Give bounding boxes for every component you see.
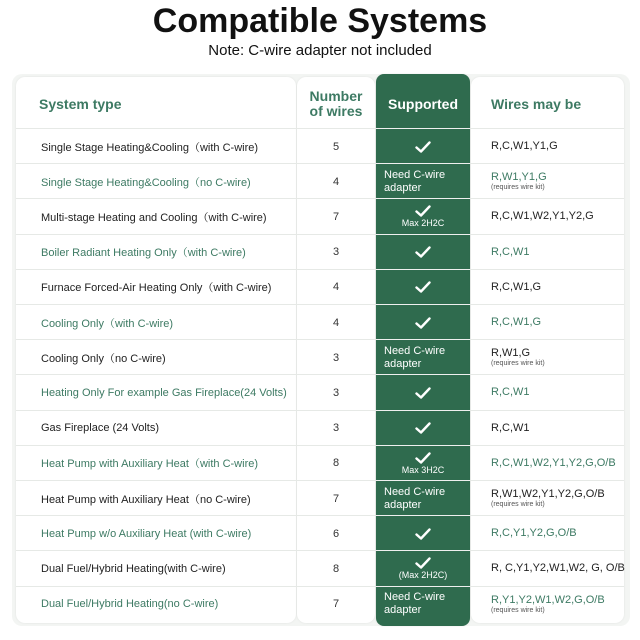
- wire-count-cell: 7: [332, 598, 340, 611]
- supported-cell: [376, 446, 470, 481]
- check-icon: [415, 317, 431, 329]
- check-icon: [415, 246, 431, 258]
- supported-cell: [376, 516, 470, 551]
- wire-list: R,C,W1,G: [491, 316, 542, 329]
- check-icon: [415, 422, 431, 434]
- wire-list: R,C,W1,Y1,G: [491, 140, 558, 153]
- wire-list: R,Y1,Y2,W1,W2,G,O/B: [491, 593, 605, 606]
- wire-count-cell: 3: [332, 351, 340, 364]
- check-icon: [415, 452, 431, 464]
- table-row: [16, 305, 624, 340]
- wire-count-cell: 3: [332, 386, 340, 399]
- page-subtitle: Note: C-wire adapter not included: [208, 42, 432, 59]
- system-type-cell: Cooling Only（with C-wire): [41, 317, 174, 330]
- system-type-cell: Dual Fuel/Hybrid Heating(with C-wire): [41, 562, 226, 575]
- wire-count-cell: 8: [332, 457, 340, 470]
- wire-count-cell: 3: [332, 422, 340, 435]
- supported-cell: [376, 164, 470, 199]
- check-icon: [415, 557, 431, 569]
- page-title: Compatible Systems: [152, 2, 488, 40]
- wire-kit-note: (requires wire kit): [491, 606, 545, 614]
- header-number-of-wires: [297, 80, 375, 128]
- wire-list: R,W1,W2,Y1,Y2,G,O/B: [491, 488, 605, 501]
- wire-kit-note: (requires wire kit): [491, 501, 545, 509]
- supported-cell: [376, 411, 470, 446]
- header-wires-may-be: Wires may be: [491, 96, 582, 112]
- wires-may-be-cell: [491, 446, 640, 481]
- system-type-cell: Single Stage Heating&Cooling（no C-wire): [41, 176, 251, 189]
- table-row: [16, 587, 624, 622]
- wires-may-be-cell: [491, 305, 640, 340]
- wires-may-be-cell: [491, 411, 640, 446]
- wire-list: R,C,W1,G: [491, 280, 542, 293]
- system-type-cell: Boiler Radiant Heating Only（with C-wire): [41, 247, 246, 260]
- header-number-line1: Number: [309, 88, 363, 104]
- wire-count-cell: 5: [332, 140, 340, 153]
- wires-may-be-cell: [491, 199, 640, 234]
- wire-list: R,C,W1: [491, 245, 530, 258]
- wire-list: R,C,W1,W2,Y1,Y2,G: [491, 210, 594, 223]
- supported-cell: [376, 340, 470, 375]
- wire-list: R,C,W1: [491, 421, 530, 434]
- system-type-cell: Heat Pump with Auxiliary Heat（with C-wire): [41, 458, 259, 471]
- system-type-cell: Multi-stage Heating and Cooling（with C-wire): [41, 211, 267, 224]
- table-row: [16, 375, 624, 410]
- wire-count-cell: 6: [332, 527, 340, 540]
- check-icon: [415, 387, 431, 399]
- supported-cell: [376, 235, 470, 270]
- supported-cell: [376, 481, 470, 516]
- system-type-cell: Cooling Only（no C-wire): [41, 352, 166, 365]
- wire-kit-note: (requires wire kit): [491, 360, 545, 368]
- wire-count-cell: 4: [332, 316, 340, 329]
- wire-count-cell: 4: [332, 281, 340, 294]
- table-row: [16, 270, 624, 305]
- supported-note: Max 3H2C: [401, 464, 445, 475]
- supported-cell: [376, 305, 470, 340]
- table-row: [16, 551, 624, 586]
- check-icon: [415, 141, 431, 153]
- wires-may-be-cell: [491, 375, 640, 410]
- table-row: [16, 199, 624, 234]
- header-supported: Supported: [388, 96, 458, 112]
- table-row: [16, 235, 624, 270]
- wires-may-be-cell: [491, 587, 640, 622]
- wire-count-cell: 8: [332, 562, 340, 575]
- wire-list: R,C,W1,W2,Y1,Y2,G,O/B: [491, 456, 616, 469]
- wire-list: R,C,W1: [491, 386, 530, 399]
- check-icon: [415, 528, 431, 540]
- supported-cell: [376, 129, 470, 164]
- supported-cell: [376, 270, 470, 305]
- supported-note: (Max 2H2C): [398, 570, 448, 581]
- system-type-cell: Heating Only For example Gas Fireplace(24 Volts): [41, 386, 287, 399]
- table-row: [16, 446, 624, 481]
- wire-kit-note: (requires wire kit): [491, 184, 545, 192]
- supported-text: Need C-wire adapter: [384, 168, 446, 194]
- supported-text: Need C-wire adapter: [384, 485, 446, 511]
- supported-cell: [376, 199, 470, 234]
- wires-may-be-cell: [491, 340, 640, 375]
- table-row: [16, 516, 624, 551]
- table-row: [16, 164, 624, 199]
- table-row: [16, 340, 624, 375]
- system-type-cell: Gas Fireplace (24 Volts): [41, 422, 159, 435]
- system-type-cell: Single Stage Heating&Cooling（with C-wire): [41, 141, 259, 154]
- wire-list: R,W1,G: [491, 347, 531, 360]
- check-icon: [415, 281, 431, 293]
- wires-may-be-cell: [491, 164, 640, 199]
- check-icon: [415, 205, 431, 217]
- table-row: [16, 129, 624, 164]
- wire-count-cell: 7: [332, 210, 340, 223]
- wires-may-be-cell: [491, 129, 640, 164]
- wire-list: R,C,Y1,Y2,G,O/B: [491, 527, 577, 540]
- wire-count-cell: 7: [332, 492, 340, 505]
- header-number-line2: of wires: [309, 103, 363, 119]
- supported-note: Max 2H2C: [401, 218, 445, 229]
- header-system-type: System type: [39, 96, 122, 112]
- wire-list: R,W1,Y1,G: [491, 171, 547, 184]
- supported-text: Need C-wire adapter: [384, 591, 446, 617]
- wire-list: R, C,Y1,Y2,W1,W2, G, O/B: [491, 562, 625, 575]
- system-type-cell: Heat Pump with Auxiliary Heat（no C-wire): [41, 493, 251, 506]
- wire-count-cell: 3: [332, 246, 340, 259]
- system-type-cell: Heat Pump w/o Auxiliary Heat (with C-wire): [41, 527, 252, 540]
- supported-cell: [376, 375, 470, 410]
- supported-cell: [376, 587, 470, 622]
- wires-may-be-cell: [491, 235, 640, 270]
- wires-may-be-cell: [491, 551, 640, 586]
- wires-may-be-cell: [491, 516, 640, 551]
- supported-text: Need C-wire adapter: [384, 344, 446, 370]
- system-type-cell: Furnace Forced-Air Heating Only（with C-wire): [41, 282, 272, 295]
- wire-count-cell: 4: [332, 175, 340, 188]
- wires-may-be-cell: [491, 270, 640, 305]
- supported-cell: [376, 551, 470, 586]
- table-row: [16, 411, 624, 446]
- wires-may-be-cell: [491, 481, 640, 516]
- table-row: [16, 481, 624, 516]
- system-type-cell: Dual Fuel/Hybrid Heating(no C-wire): [41, 598, 219, 611]
